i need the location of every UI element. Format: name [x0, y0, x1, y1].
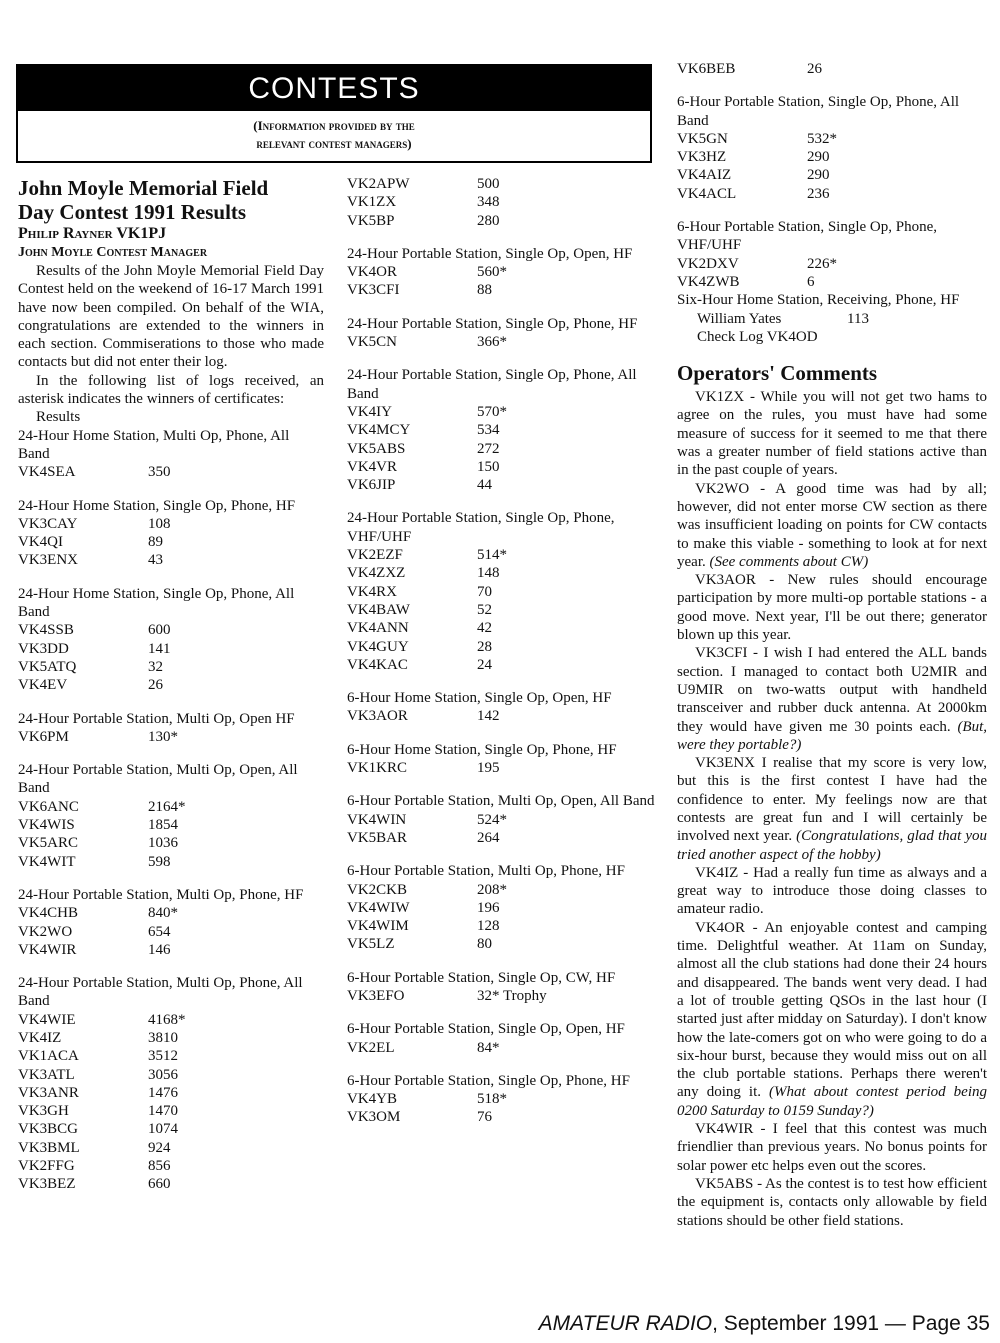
callsign: VK5GN [677, 130, 728, 147]
result-row [18, 1157, 324, 1175]
result-row [18, 676, 324, 694]
operator-comment [677, 754, 987, 864]
callsign: VK4KAC [347, 656, 408, 673]
result-row [347, 281, 655, 299]
result-row [18, 1175, 324, 1193]
result-row [677, 166, 987, 184]
result-row [347, 175, 655, 193]
score: 272 [477, 440, 500, 457]
score: 128 [477, 918, 500, 935]
category-title: Six-Hour Home Station, Receiving, Phone, HF [677, 292, 960, 309]
score: 1074 [148, 1121, 178, 1138]
category-title: 6-Hour Portable Station, Single Op, Phone, All Band [677, 94, 960, 129]
category-title: 24-Hour Portable Station, Multi Op, Phone, HF [18, 886, 304, 903]
callsign: VK4WIR [18, 941, 77, 958]
callsign: VK4WIE [18, 1011, 76, 1028]
callsign: VK5ABS [347, 440, 406, 457]
callsign: VK5LZ [347, 936, 395, 953]
results-category [18, 761, 324, 871]
score: 108 [148, 515, 171, 532]
callsign: VK5BAR [347, 829, 408, 846]
result-row [18, 1029, 324, 1047]
callsign: VK4ANN [347, 620, 409, 637]
comment-text: VK4WIR - I feel that this contest was much friendlier than previous years. No bonus points for solar power etc helps even out the scores. [677, 1121, 987, 1174]
comment-text: VK1ZX - While you will not get two hams to agree on the rules, you must have had some measure of success for it seemed to me that there was a greater number of field stations active than in the past couple of years. [677, 389, 987, 479]
score: 146 [148, 941, 171, 958]
results-list [18, 427, 324, 1194]
score: 32 [148, 658, 163, 675]
score: 84* [477, 1039, 500, 1056]
results-category [18, 427, 324, 482]
result-row [347, 440, 655, 458]
result-row [18, 551, 324, 569]
results-category [18, 585, 324, 695]
score: 534 [477, 422, 500, 439]
score: 366* [477, 334, 507, 351]
category-title: 24-Hour Portable Station, Multi Op, Open, All Band [18, 762, 298, 797]
results-category [347, 689, 655, 726]
category-title: 24-Hour Portable Station, Multi Op, Open HF [18, 710, 295, 727]
operator-comment [677, 571, 987, 644]
results-category [18, 886, 324, 959]
callsign: VK4IZ [18, 1029, 62, 1046]
comments-heading: Operators' Comments [677, 361, 878, 386]
score: 518* [477, 1091, 507, 1108]
category-title: 6-Hour Portable Station, Multi Op, Phone, HF [347, 863, 625, 880]
page-footer [510, 1312, 990, 1336]
score: 208* [477, 881, 507, 898]
score: 226* [807, 255, 837, 272]
result-row [18, 515, 324, 533]
score: 3512 [148, 1048, 178, 1065]
result-row [677, 60, 987, 78]
comment-text: VK3AOR - New rules should encourage participation by more multi-op portable stations - a good move. Next year, I'll be out there; generator blown up this year. [677, 572, 987, 644]
callsign: VK4VR [347, 458, 398, 475]
score: 148 [477, 565, 500, 582]
article-title [18, 176, 324, 224]
score: 26 [148, 677, 163, 694]
score: 70 [477, 583, 492, 600]
score: 43 [148, 552, 163, 569]
category-title: 24-Hour Portable Station, Single Op, Phone, HF [347, 315, 638, 332]
results-category [677, 60, 987, 78]
editor-note: (Congratulations, glad that you tried another aspect of the hobby) [677, 828, 987, 863]
editor-note: (But, were they portable?) [677, 718, 988, 753]
operator-comment [677, 388, 987, 479]
score: 524* [477, 811, 507, 828]
score: 570* [477, 403, 507, 420]
score: 113 [847, 310, 869, 327]
operator-comment [677, 644, 987, 754]
score: 856 [148, 1158, 171, 1175]
score: 1470 [148, 1103, 178, 1120]
results-category [347, 366, 655, 494]
subtitle-line-2: relevant contest managers) [256, 136, 412, 151]
score: 6 [807, 273, 815, 290]
callsign: VK4ZWB [677, 273, 740, 290]
callsign: VK2EZF [347, 547, 403, 564]
score: 840* [148, 905, 178, 922]
result-row [347, 403, 655, 421]
callsign: VK6PM [18, 728, 69, 745]
score: 130* [148, 728, 178, 745]
callsign: VK4CHB [18, 905, 79, 922]
result-row [18, 1011, 324, 1029]
category-title: 24-Hour Home Station, Single Op, Phone, All Band [18, 585, 295, 621]
callsign: VK1KRC [347, 760, 408, 777]
callsign: VK6ANC [18, 798, 79, 815]
callsign: VK2APW [347, 176, 410, 192]
result-row [347, 263, 655, 281]
score: 290 [807, 149, 830, 166]
result-row [18, 923, 324, 941]
callsign: VK3ENX [18, 552, 78, 569]
results-category [347, 741, 655, 778]
comment-text: VK2WO - A good time was had by all; however, did not enter morse CW section as there was insufficient loading on points for CW contacts to make this viable - something to look at for next year. [677, 480, 987, 570]
score: 290 [807, 167, 830, 184]
column-3 [677, 60, 987, 1230]
score: 1476 [148, 1084, 178, 1101]
score: 598 [148, 853, 171, 870]
editor-note: (What about contest period being 0200 Saturday to 0159 Sunday?) [677, 1084, 987, 1119]
comments-list [677, 388, 987, 1230]
score: 52 [477, 601, 492, 618]
author: Philip Rayner VK1PJ [18, 225, 167, 242]
callsign: VK2DXV [677, 255, 739, 272]
callsign: VK4SSB [18, 622, 74, 639]
callsign: VK5ATQ [18, 658, 77, 675]
category-title: 6-Hour Portable Station, Single Op, Phone, HF [347, 1072, 630, 1089]
operator-comment [677, 1175, 987, 1230]
magazine-name: AMATEUR RADIO [538, 1312, 713, 1335]
callsign: VK4YB [347, 1091, 398, 1108]
result-row [347, 193, 655, 211]
result-row [347, 638, 655, 656]
subtitle-line-1: (Information provided by the [253, 118, 415, 133]
title-line-2: Day Contest 1991 Results [18, 200, 247, 224]
result-row [347, 935, 655, 953]
callsign: VK4ACL [677, 185, 737, 202]
result-row [347, 1039, 655, 1057]
callsign: VK3BCG [18, 1121, 79, 1138]
result-row [347, 212, 655, 230]
callsign: VK6JIP [347, 477, 396, 494]
result-row [18, 728, 324, 746]
result-row [18, 658, 324, 676]
score: 3810 [148, 1029, 178, 1046]
score: 924 [148, 1139, 171, 1156]
category-title: 6-Hour Portable Station, Multi Op, Open, All Band [347, 793, 655, 810]
result-row [347, 619, 655, 637]
result-row [18, 816, 324, 834]
callsign: VK3DD [18, 640, 69, 657]
callsign: VK4QI [18, 534, 63, 551]
result-row [677, 273, 987, 291]
result-row [347, 458, 655, 476]
callsign: VK2WO [18, 923, 73, 940]
callsign: VK3EFO [347, 987, 405, 1004]
result-row [347, 564, 655, 582]
results-category [347, 175, 655, 230]
results-category [677, 218, 987, 291]
results-category [677, 93, 987, 203]
category-title: 6-Hour Home Station, Single Op, Open, HF [347, 690, 612, 707]
result-row [347, 601, 655, 619]
score: 264 [477, 829, 500, 846]
result-row [347, 656, 655, 674]
results-category [347, 969, 655, 1006]
callsign: VK2CKB [347, 881, 408, 898]
callsign: VK4WIT [18, 853, 76, 870]
score: 348 [477, 194, 500, 211]
editor-note: (See comments about CW) [709, 553, 869, 570]
callsign: William Yates [697, 310, 782, 327]
score: 2164* [148, 798, 186, 815]
result-row [18, 621, 324, 639]
result-row [347, 917, 655, 935]
result-row [677, 148, 987, 166]
result-row [18, 904, 324, 922]
callsign: VK4OR [347, 264, 398, 281]
callsign: VK5CN [347, 334, 398, 351]
callsign: VK2EL [347, 1039, 395, 1056]
score: 26 [807, 61, 822, 77]
result-row [18, 834, 324, 852]
result-row [18, 853, 324, 871]
category-title: 6-Hour Portable Station, Single Op, Phone, VHF/UHF [677, 219, 937, 254]
callsign: VK3HZ [677, 149, 727, 166]
category-title: 24-Hour Home Station, Single Op, Phone, HF [18, 497, 296, 514]
score: 32* Trophy [477, 987, 547, 1004]
result-row [18, 533, 324, 551]
intro-paragraph: Results of the John Moyle Memorial Field Day Contest held on the weekend of 16-17 March 1991 have now been compiled. On behalf of the WIA, congratulations are extended to the winners in each section. Commiserations to those who made contacts but did not enter their log. [18, 263, 324, 371]
operator-comment [677, 919, 987, 1120]
comment-text: VK3ENX I realise that my score is very low, but this is the first contest I have had the confidence to enter. My feelings now are that contests are great fun and I will certainly be involved next year. [677, 755, 987, 845]
title-line-1: John Moyle Memorial Field [18, 176, 269, 200]
result-row [18, 941, 324, 959]
callsign: VK1ACA [18, 1048, 79, 1065]
result-row [18, 1047, 324, 1065]
callsign: VK4EV [18, 677, 68, 694]
comment-text: VK5ABS - As the contest is to test how efficient the equipment is, contacts only allowable by field stations should be other field stations. [677, 1175, 987, 1229]
result-row [347, 881, 655, 899]
score: 142 [477, 708, 500, 725]
score: 350 [148, 464, 171, 481]
callsign: VK4SEA [18, 464, 76, 481]
results-label: Results [36, 409, 81, 426]
score: 280 [477, 212, 500, 229]
callsign: VK4WIS [18, 817, 75, 834]
operator-comment [677, 1120, 987, 1175]
author-role: John Moyle Contest Manager [18, 245, 208, 260]
result-row [347, 333, 655, 351]
result-row [347, 707, 655, 725]
result-row [347, 1108, 655, 1126]
results-list [347, 175, 655, 1127]
intro-paragraph: In the following list of logs received, an asterisk indicates the winners of certificates: [18, 372, 324, 408]
result-row [347, 546, 655, 564]
callsign: VK4BAW [347, 601, 410, 618]
result-row [677, 328, 987, 346]
category-title: 24-Hour Portable Station, Single Op, Phone, All Band [347, 367, 637, 402]
score: 600 [148, 622, 171, 639]
result-row [347, 811, 655, 829]
callsign: VK3ATL [18, 1066, 75, 1083]
results-category [347, 1072, 655, 1127]
result-row [18, 1102, 324, 1120]
result-row [677, 185, 987, 203]
score: 196 [477, 899, 500, 916]
results-list [677, 60, 987, 291]
result-row [18, 1139, 324, 1157]
score: 654 [148, 923, 171, 940]
category-title: 6-Hour Portable Station, Single Op, Open, HF [347, 1021, 625, 1038]
score: 532* [807, 130, 837, 147]
result-row [18, 640, 324, 658]
column-1 [18, 0, 324, 1194]
result-row [347, 829, 655, 847]
callsign: VK1ZX [347, 194, 397, 211]
result-row [347, 421, 655, 439]
callsign: Check Log VK4OD [697, 328, 818, 345]
results-category [347, 315, 655, 352]
score: 28 [477, 638, 492, 655]
score: 236 [807, 185, 830, 202]
category-title: 24-Hour Portable Station, Single Op, Phone, VHF/UHF [347, 510, 615, 545]
result-row [18, 463, 324, 481]
callsign: VK3CFI [347, 282, 400, 299]
callsign: VK3ANR [18, 1084, 79, 1101]
callsign: VK6BEB [677, 61, 736, 77]
score: 76 [477, 1109, 492, 1126]
results-category [18, 497, 324, 570]
score: 4168* [148, 1011, 186, 1028]
result-row [347, 476, 655, 494]
callsign: VK3BEZ [18, 1176, 76, 1193]
category-title: 6-Hour Home Station, Single Op, Phone, HF [347, 741, 617, 758]
result-row [347, 1090, 655, 1108]
category-title: 24-Hour Home Station, Multi Op, Phone, All Band [18, 427, 290, 462]
results-category [347, 792, 655, 847]
callsign: VK3BML [18, 1139, 80, 1156]
intro-text [18, 262, 324, 427]
score: 80 [477, 936, 492, 953]
score: 1036 [148, 835, 178, 852]
issue-info: , September 1991 — Page 35 [712, 1312, 990, 1335]
callsign: VK4IY [347, 403, 392, 420]
callsign: VK3OM [347, 1109, 401, 1126]
score: 195 [477, 760, 500, 777]
operator-comment [677, 864, 987, 919]
callsign: VK4WIN [347, 811, 407, 828]
results-category [18, 974, 324, 1194]
score: 42 [477, 620, 492, 637]
callsign: VK4WIW [347, 899, 410, 916]
result-row [18, 798, 324, 816]
callsign: VK3CAY [18, 515, 78, 532]
score: 150 [477, 458, 500, 475]
comment-text: VK4OR - An enjoyable contest and camping time. Delightful weather. At 11am on Sunday, almost all the club stations had done their 24 hours and disappeared. The bands went very dead. I had a lot of trouble getting QSOs in the last hour (I started just after midday on Saturday). I don't know how the late-comers got on who were going to do a six-hour burst, because they would miss out on all the club portable stations. Perhaps there weren't any doing it. [677, 919, 987, 1101]
result-row [677, 310, 987, 328]
column-2 [347, 175, 655, 1127]
callsign: VK4GUY [347, 638, 409, 655]
comment-text: VK3CFI - I wish I had entered the ALL bands section. I managed to contact both U2MIR and U9MIR on two-watts output with handheld transceiver and rubber duck antenna. At 2000km they would have given me 30 points each. [677, 645, 987, 735]
callsign: VK5BP [347, 212, 395, 229]
result-row [18, 1066, 324, 1084]
result-row [347, 759, 655, 777]
callsign: VK3AOR [347, 708, 408, 725]
results-category [18, 710, 324, 747]
results-category [347, 509, 655, 674]
callsign: VK4ZXZ [347, 565, 406, 582]
result-row [347, 583, 655, 601]
callsign: VK2FFG [18, 1158, 75, 1175]
callsign: VK4RX [347, 583, 398, 600]
result-row [18, 1084, 324, 1102]
score: 660 [148, 1176, 171, 1193]
category-title: 24-Hour Portable Station, Multi Op, Phone, All Band [18, 975, 303, 1010]
receiving-category [677, 291, 987, 346]
results-category [347, 862, 655, 953]
category-title: 24-Hour Portable Station, Single Op, Open, HF [347, 245, 633, 262]
score: 1854 [148, 817, 178, 834]
comment-text: VK4IZ - Had a really fun time as always and a great way to introduce those doing classes to amateur radio. [677, 864, 987, 918]
results-category [347, 245, 655, 300]
result-row [677, 255, 987, 273]
result-row [347, 987, 655, 1005]
category-title: 6-Hour Portable Station, Single Op, CW, HF [347, 969, 616, 986]
result-row [677, 130, 987, 148]
section-banner: CONTESTS [18, 66, 650, 111]
callsign: VK3GH [18, 1103, 69, 1120]
callsign: VK4WIM [347, 918, 409, 935]
result-row [347, 899, 655, 917]
score: 514* [477, 547, 507, 564]
callsign: VK4AIZ [677, 167, 732, 184]
callsign: VK4MCY [347, 422, 411, 439]
score: 3056 [148, 1066, 178, 1083]
score: 500 [477, 176, 500, 192]
score: 560* [477, 264, 507, 281]
callsign: VK5ARC [18, 835, 79, 852]
result-row [18, 1120, 324, 1138]
score: 88 [477, 282, 492, 299]
score: 89 [148, 534, 163, 551]
score: 141 [148, 640, 171, 657]
score: 24 [477, 656, 492, 673]
operator-comment [677, 480, 987, 571]
results-category [347, 1020, 655, 1057]
score: 44 [477, 477, 492, 494]
